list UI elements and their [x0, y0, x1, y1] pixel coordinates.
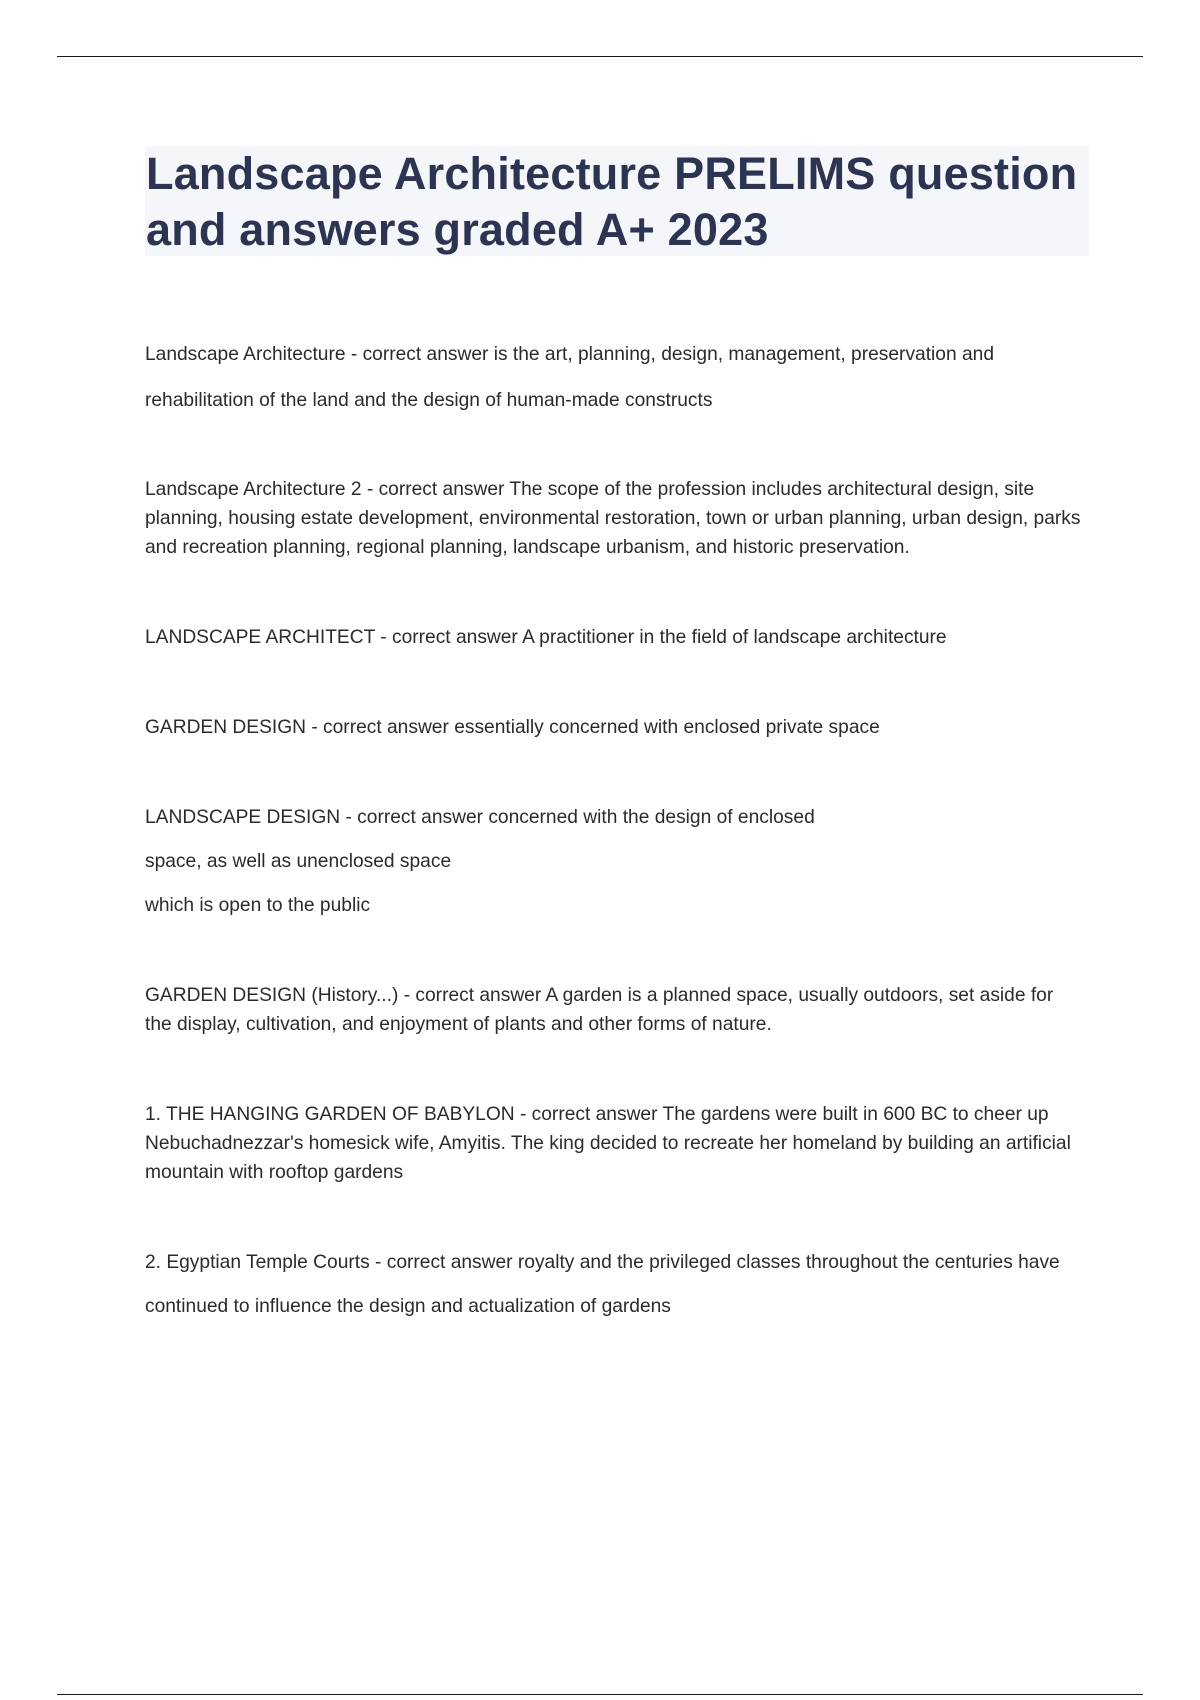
qa-text: space, as well as unenclosed space — [145, 851, 452, 872]
qa-entry — [145, 1100, 1085, 1187]
qa-text: 1. THE HANGING GARDEN OF BABYLON - correct answer The gardens were built in 600 BC to cheer up Nebuchadnezzar's homesick wife, Amyitis. The king decided to recreate her homeland by building an artificial mountain with rooftop gardens — [145, 1104, 1071, 1183]
qa-text: Landscape Architecture 2 - correct answer The scope of the profession includes architectural design, site planning, housing estate development, environmental restoration, town or urban planning, urban design, parks and recreation planning, regional planning, landscape urbanism, and historic preservation. — [145, 479, 1081, 558]
top-rule — [57, 56, 1143, 57]
qa-entry — [145, 981, 1085, 1039]
bottom-rule — [57, 1694, 1143, 1695]
qa-entry — [145, 803, 1085, 920]
document-body — [145, 340, 1085, 1321]
qa-text: LANDSCAPE DESIGN - correct answer concerned with the design of enclosed — [145, 807, 815, 828]
qa-entry — [145, 475, 1085, 562]
qa-text: which is open to the public — [145, 895, 371, 916]
qa-text: GARDEN DESIGN - correct answer essentially concerned with enclosed private space — [145, 717, 880, 738]
qa-entry — [145, 1248, 1085, 1321]
qa-text: Landscape Architecture - correct answer is the art, planning, design, management, preservation and — [145, 344, 994, 365]
title-box — [145, 146, 1089, 256]
qa-entry — [145, 623, 1085, 652]
qa-text: LANDSCAPE ARCHITECT - correct answer A practitioner in the field of landscape architecture — [145, 627, 947, 648]
qa-entry — [145, 340, 1085, 415]
qa-text: GARDEN DESIGN (History...) - correct answer A garden is a planned space, usually outdoors, set aside for the display, cultivation, and enjoyment of plants and other forms of nature. — [145, 985, 1054, 1035]
document-title: Landscape Architecture PRELIMS question and answers graded A+ 2023 — [146, 148, 1078, 255]
qa-entry — [145, 713, 1085, 742]
qa-text: rehabilitation of the land and the design of human-made constructs — [145, 390, 713, 411]
qa-text: 2. Egyptian Temple Courts - correct answer royalty and the privileged classes throughout the centuries have — [145, 1252, 1060, 1273]
qa-text: continued to influence the design and actualization of gardens — [145, 1296, 671, 1317]
